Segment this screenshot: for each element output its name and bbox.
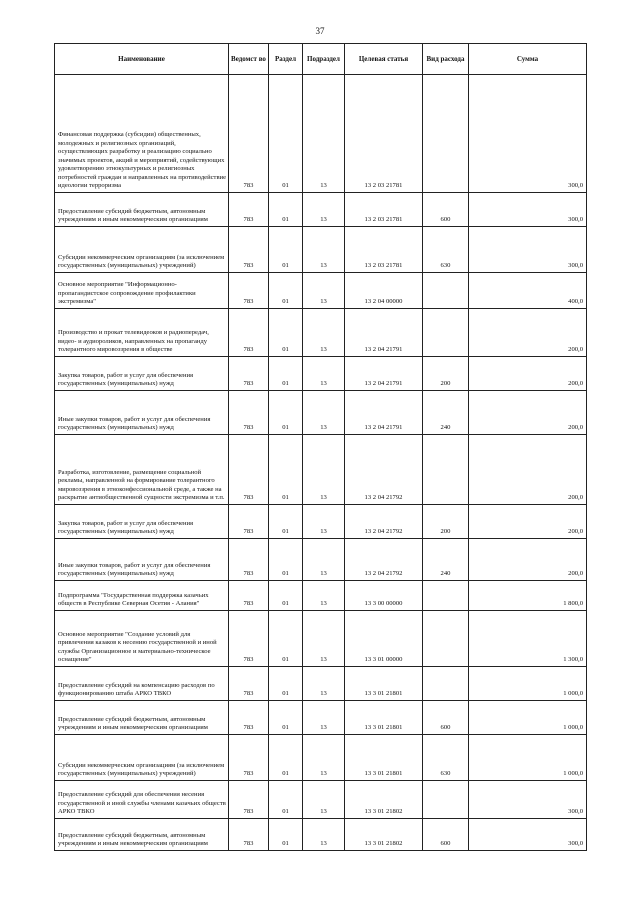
row-amount: 1 000,0 bbox=[469, 667, 587, 701]
table-row bbox=[55, 505, 587, 539]
header-target-item: Целевая статья bbox=[345, 44, 423, 75]
row-name: Закупка товаров, работ и услуг для обеспечения государственных (муниципальных) нужд bbox=[55, 357, 229, 391]
row-department: 783 bbox=[229, 505, 269, 539]
row-expense-type: 240 bbox=[423, 539, 469, 581]
header-expense-type: Вид расхода bbox=[423, 44, 469, 75]
row-amount: 200,0 bbox=[469, 539, 587, 581]
row-section: 01 bbox=[269, 357, 303, 391]
row-amount: 300,0 bbox=[469, 819, 587, 851]
row-amount: 1 300,0 bbox=[469, 611, 587, 667]
row-section: 01 bbox=[269, 75, 303, 193]
row-target-item: 13 2 03 21781 bbox=[345, 75, 423, 193]
row-target-item: 13 3 01 21801 bbox=[345, 701, 423, 735]
row-expense-type bbox=[423, 435, 469, 505]
row-section: 01 bbox=[269, 701, 303, 735]
header-section: Раздел bbox=[269, 44, 303, 75]
row-name: Производство и прокат телевидеоков и радиопередач, видео- и аудиороликов, направленных на пропаганду толерантного мировоззрения в обществе bbox=[55, 309, 229, 357]
row-amount: 400,0 bbox=[469, 273, 587, 309]
row-target-item: 13 3 01 21802 bbox=[345, 781, 423, 819]
row-section: 01 bbox=[269, 539, 303, 581]
row-name: Предоставление субсидий бюджетным, автономным учреждениям и иным некоммерческим организациям bbox=[55, 819, 229, 851]
row-name: Иные закупки товаров, работ и услуг для обеспечения государственных (муниципальных) нужд bbox=[55, 391, 229, 435]
row-expense-type: 240 bbox=[423, 391, 469, 435]
table-row bbox=[55, 193, 587, 227]
row-expense-type bbox=[423, 75, 469, 193]
table-row bbox=[55, 667, 587, 701]
row-subsection: 13 bbox=[303, 227, 345, 273]
row-subsection: 13 bbox=[303, 193, 345, 227]
row-department: 783 bbox=[229, 357, 269, 391]
row-subsection: 13 bbox=[303, 611, 345, 667]
row-target-item: 13 2 04 21791 bbox=[345, 309, 423, 357]
row-subsection: 13 bbox=[303, 539, 345, 581]
row-subsection: 13 bbox=[303, 435, 345, 505]
row-subsection: 13 bbox=[303, 75, 345, 193]
row-target-item: 13 2 04 21792 bbox=[345, 435, 423, 505]
row-section: 01 bbox=[269, 309, 303, 357]
row-expense-type: 600 bbox=[423, 819, 469, 851]
row-expense-type: 630 bbox=[423, 227, 469, 273]
row-name: Субсидии некоммерческим организациям (за исключением государственных (муниципальных) учреждений) bbox=[55, 227, 229, 273]
row-amount: 300,0 bbox=[469, 781, 587, 819]
row-name: Предоставление субсидий для обеспечения несения государственной и иной службы членами казачьих обществ АРКО ТВКО bbox=[55, 781, 229, 819]
row-expense-type: 630 bbox=[423, 735, 469, 781]
row-amount: 300,0 bbox=[469, 227, 587, 273]
row-section: 01 bbox=[269, 391, 303, 435]
row-target-item: 13 2 03 21781 bbox=[345, 227, 423, 273]
header-name: Наименование bbox=[55, 44, 229, 75]
row-department: 783 bbox=[229, 701, 269, 735]
row-expense-type: 600 bbox=[423, 701, 469, 735]
row-subsection: 13 bbox=[303, 391, 345, 435]
row-expense-type bbox=[423, 581, 469, 611]
header-department: Ведомст во bbox=[229, 44, 269, 75]
row-department: 783 bbox=[229, 819, 269, 851]
table-row bbox=[55, 391, 587, 435]
row-target-item: 13 3 00 00000 bbox=[345, 581, 423, 611]
row-department: 783 bbox=[229, 193, 269, 227]
row-subsection: 13 bbox=[303, 667, 345, 701]
row-department: 783 bbox=[229, 227, 269, 273]
table-body bbox=[55, 75, 587, 851]
table-row bbox=[55, 735, 587, 781]
row-target-item: 13 2 04 21792 bbox=[345, 505, 423, 539]
header-amount: Сумма bbox=[469, 44, 587, 75]
row-department: 783 bbox=[229, 735, 269, 781]
row-section: 01 bbox=[269, 781, 303, 819]
row-section: 01 bbox=[269, 611, 303, 667]
row-expense-type bbox=[423, 309, 469, 357]
row-target-item: 13 2 03 21781 bbox=[345, 193, 423, 227]
row-amount: 300,0 bbox=[469, 193, 587, 227]
row-expense-type: 200 bbox=[423, 505, 469, 539]
row-name: Подпрограмма "Государственная поддержка казачьих обществ в Республике Северная Осетия - Алания" bbox=[55, 581, 229, 611]
table-row bbox=[55, 611, 587, 667]
row-amount: 200,0 bbox=[469, 357, 587, 391]
row-target-item: 13 2 04 00000 bbox=[345, 273, 423, 309]
table-row bbox=[55, 309, 587, 357]
row-department: 783 bbox=[229, 273, 269, 309]
table-row bbox=[55, 701, 587, 735]
row-target-item: 13 3 01 00000 bbox=[345, 611, 423, 667]
row-section: 01 bbox=[269, 735, 303, 781]
row-name: Разработка, изготовление, размещение социальной рекламы, направленной на формирование толерантного мировоззрения в этноконфессиональной среде, а также на раскрытие антиобщественной сущности экстремизма и т.п. bbox=[55, 435, 229, 505]
row-name: Основное мероприятие "Информационно-пропагандистское сопровождение профилактики экстремизма" bbox=[55, 273, 229, 309]
row-amount: 200,0 bbox=[469, 391, 587, 435]
table-row bbox=[55, 819, 587, 851]
row-section: 01 bbox=[269, 581, 303, 611]
row-subsection: 13 bbox=[303, 581, 345, 611]
row-name: Иные закупки товаров, работ и услуг для обеспечения государственных (муниципальных) нужд bbox=[55, 539, 229, 581]
row-expense-type: 600 bbox=[423, 193, 469, 227]
row-name: Закупка товаров, работ и услуг для обеспечения государственных (муниципальных) нужд bbox=[55, 505, 229, 539]
row-section: 01 bbox=[269, 667, 303, 701]
row-name: Предоставление субсидий бюджетным, автономным учреждениям и иным некоммерческим организациям bbox=[55, 193, 229, 227]
row-subsection: 13 bbox=[303, 505, 345, 539]
row-subsection: 13 bbox=[303, 819, 345, 851]
row-section: 01 bbox=[269, 273, 303, 309]
row-amount: 200,0 bbox=[469, 309, 587, 357]
table-row bbox=[55, 581, 587, 611]
table-row bbox=[55, 539, 587, 581]
row-amount: 1 000,0 bbox=[469, 735, 587, 781]
row-target-item: 13 2 04 21792 bbox=[345, 539, 423, 581]
row-subsection: 13 bbox=[303, 735, 345, 781]
row-section: 01 bbox=[269, 819, 303, 851]
row-name: Основное мероприятие "Создание условий для привлечения казаков к несению государственной и иной службы Организационное и материально-техническое оснащение" bbox=[55, 611, 229, 667]
row-section: 01 bbox=[269, 505, 303, 539]
header-subsection: Подраздел bbox=[303, 44, 345, 75]
row-target-item: 13 3 01 21801 bbox=[345, 667, 423, 701]
row-subsection: 13 bbox=[303, 781, 345, 819]
row-subsection: 13 bbox=[303, 273, 345, 309]
row-target-item: 13 2 04 21791 bbox=[345, 391, 423, 435]
row-expense-type bbox=[423, 273, 469, 309]
row-subsection: 13 bbox=[303, 309, 345, 357]
row-department: 783 bbox=[229, 611, 269, 667]
row-name: Предоставление субсидий на компенсацию расходов по функционированию штаба АРКО ТВКО bbox=[55, 667, 229, 701]
row-subsection: 13 bbox=[303, 357, 345, 391]
row-department: 783 bbox=[229, 539, 269, 581]
row-amount: 1 800,0 bbox=[469, 581, 587, 611]
row-department: 783 bbox=[229, 391, 269, 435]
table-row bbox=[55, 357, 587, 391]
row-name: Субсидии некоммерческим организациям (за исключением государственных (муниципальных) учреждений) bbox=[55, 735, 229, 781]
row-department: 783 bbox=[229, 781, 269, 819]
row-amount: 300,0 bbox=[469, 75, 587, 193]
table-row bbox=[55, 75, 587, 193]
row-target-item: 13 2 04 21791 bbox=[345, 357, 423, 391]
table-row bbox=[55, 781, 587, 819]
row-name: Финансовая поддержка (субсидии) общественных, молодежных и религиозных организаций, осуществляющих разработку и реализацию социально значимых проектов, акций и мероприятий, содействующих удовлетворению этнокультурных и религиозных потребностей граждан и направленных на противодействие идеологии терроризма bbox=[55, 75, 229, 193]
row-name: Предоставление субсидий бюджетным, автономным учреждениям и иным некоммерческим организациям bbox=[55, 701, 229, 735]
row-department: 783 bbox=[229, 75, 269, 193]
row-department: 783 bbox=[229, 581, 269, 611]
page-number: 37 bbox=[315, 26, 325, 36]
row-section: 01 bbox=[269, 227, 303, 273]
row-subsection: 13 bbox=[303, 701, 345, 735]
row-expense-type bbox=[423, 667, 469, 701]
row-section: 01 bbox=[269, 193, 303, 227]
row-target-item: 13 3 01 21801 bbox=[345, 735, 423, 781]
table-row bbox=[55, 435, 587, 505]
row-amount: 200,0 bbox=[469, 505, 587, 539]
row-expense-type: 200 bbox=[423, 357, 469, 391]
budget-table bbox=[54, 43, 587, 851]
row-amount: 200,0 bbox=[469, 435, 587, 505]
row-amount: 1 000,0 bbox=[469, 701, 587, 735]
row-expense-type bbox=[423, 611, 469, 667]
row-department: 783 bbox=[229, 435, 269, 505]
table-row bbox=[55, 273, 587, 309]
table-header-row bbox=[55, 44, 587, 75]
row-department: 783 bbox=[229, 309, 269, 357]
table-row bbox=[55, 227, 587, 273]
row-section: 01 bbox=[269, 435, 303, 505]
row-target-item: 13 3 01 21802 bbox=[345, 819, 423, 851]
row-department: 783 bbox=[229, 667, 269, 701]
row-expense-type bbox=[423, 781, 469, 819]
